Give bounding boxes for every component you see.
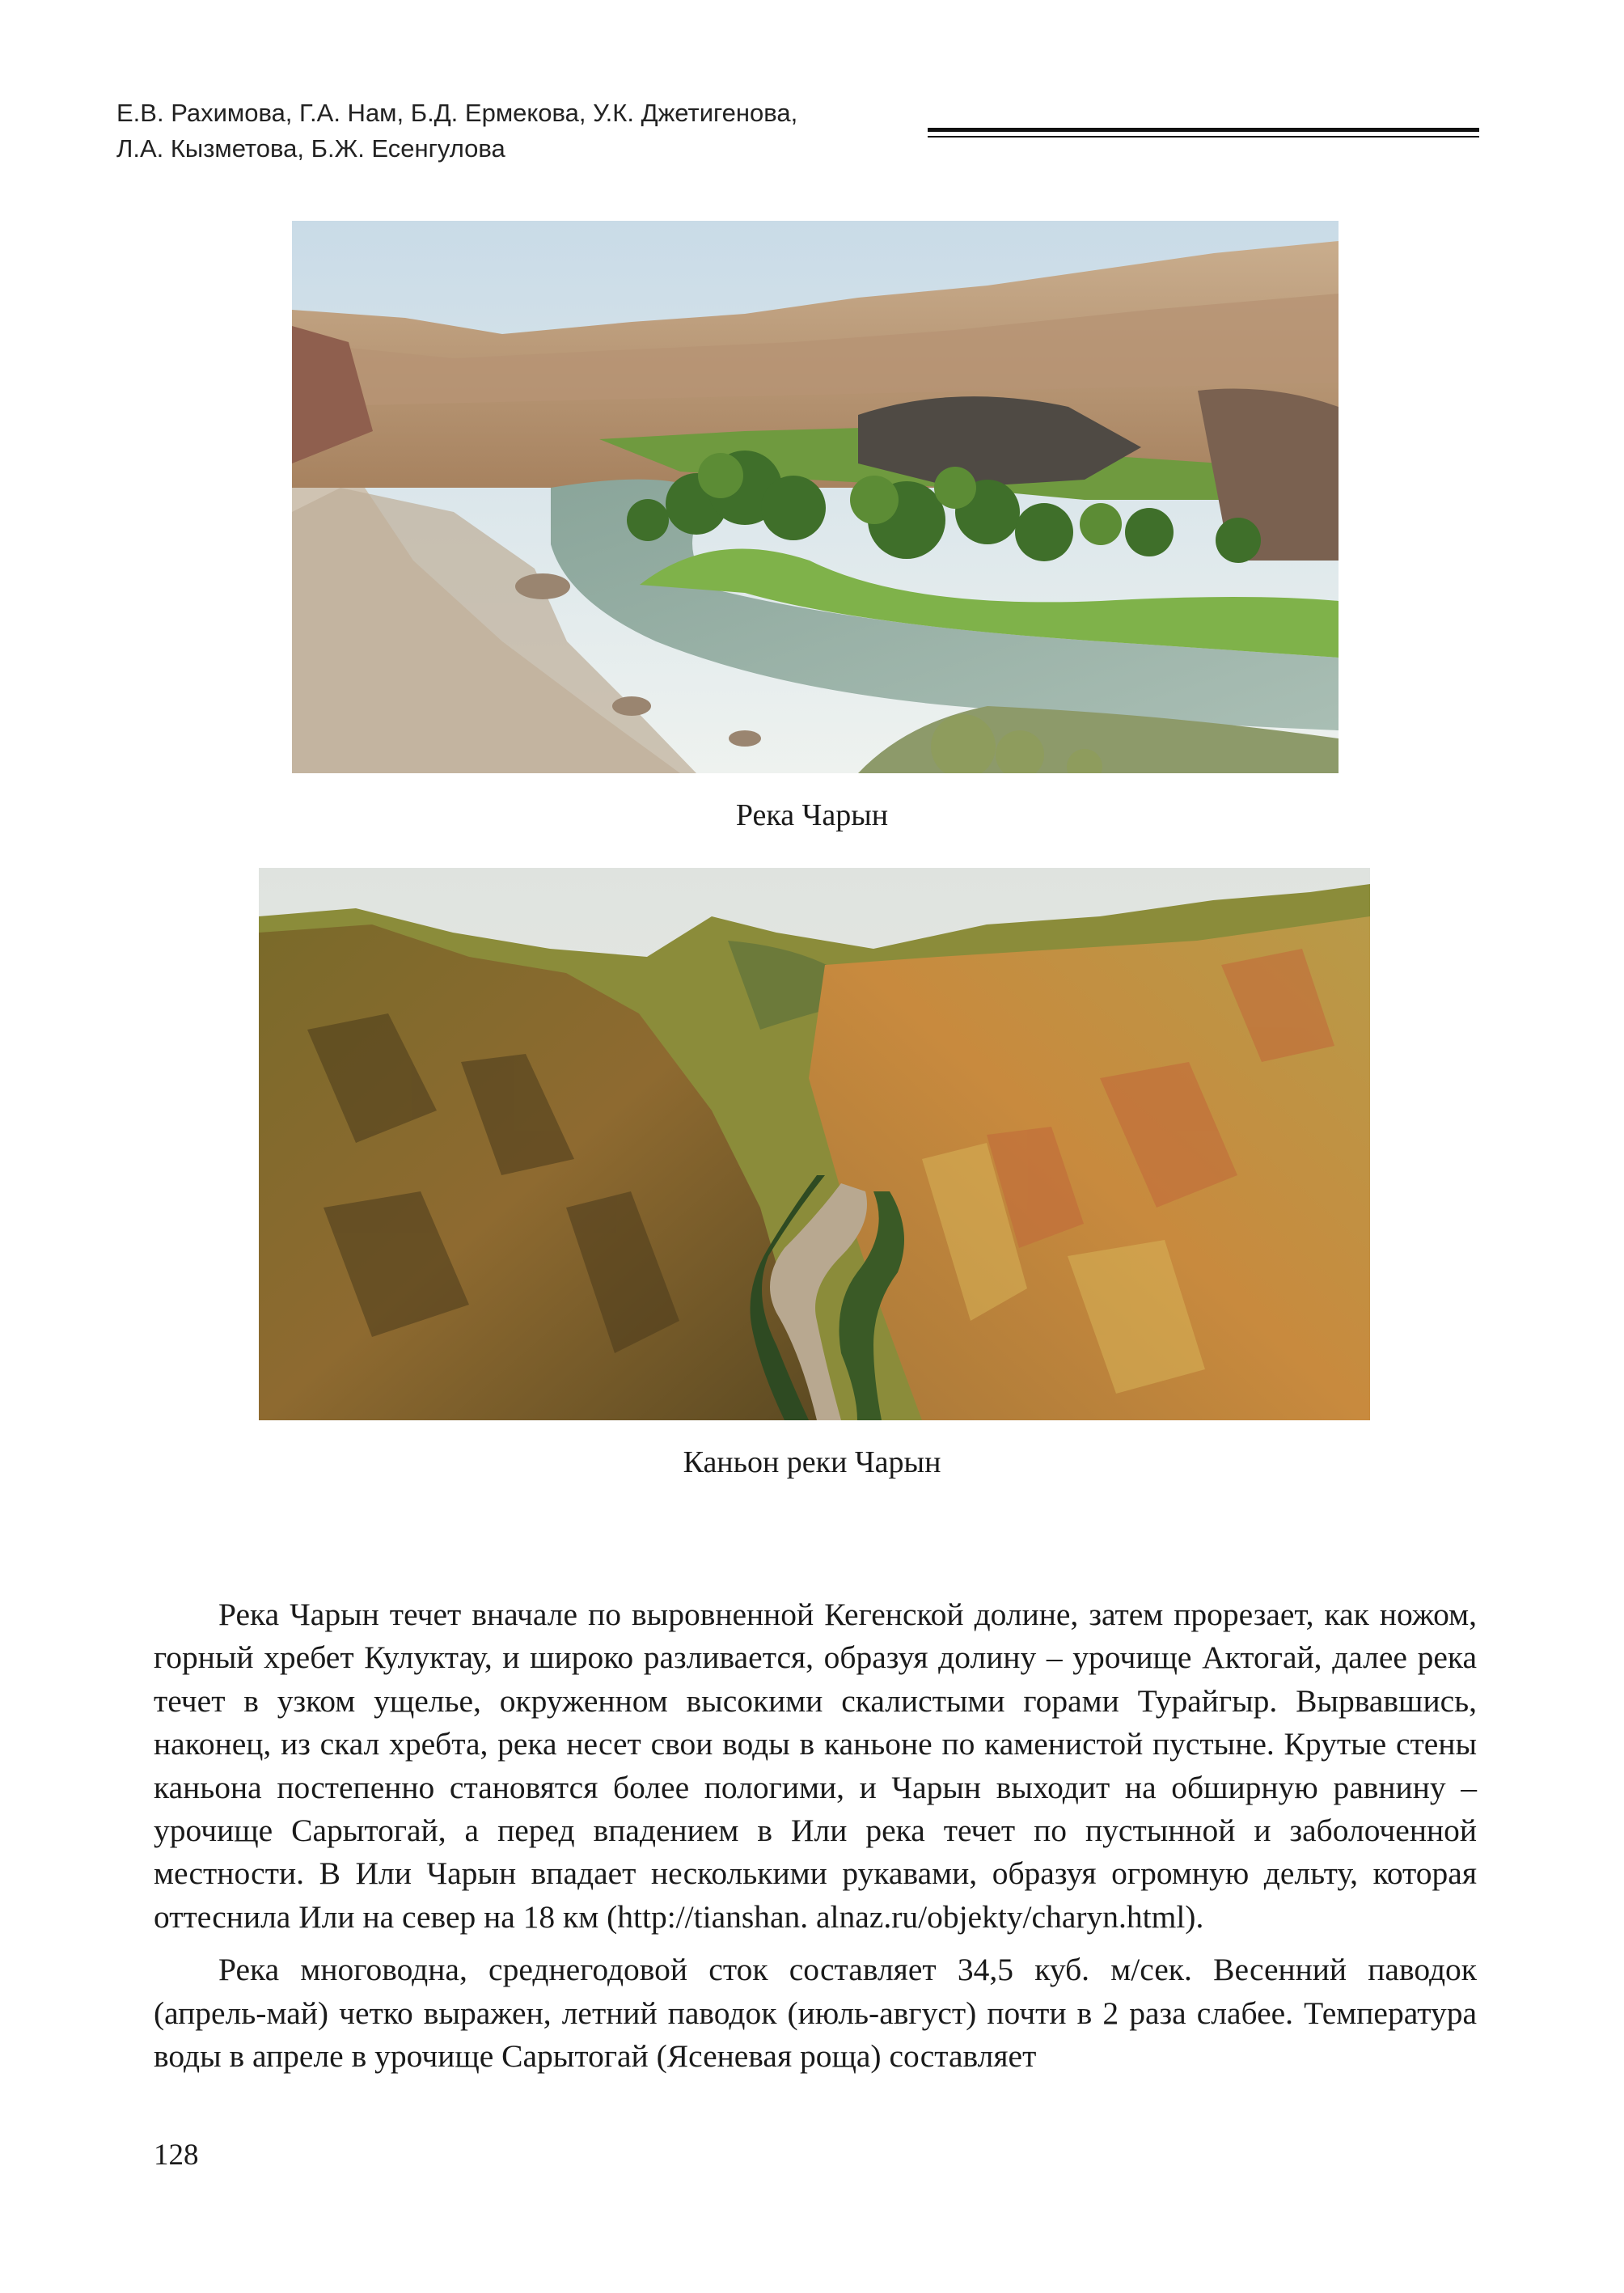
- header-rule-thin: [928, 136, 1479, 137]
- header-rule-thick: [928, 128, 1479, 132]
- authors-line-1: Е.В. Рахимова, Г.А. Нам, Б.Д. Ермекова, У.К. Джетигенова,: [116, 99, 798, 127]
- paragraph-2: Река многоводна, среднегодовой сток составляет 34,5 куб. м/сек. Весенний паводок (апрель-май) четко выражен, летний паводок (июль-август) почти в 2 раза слабее. Температура воды в апреле в урочище Сарытогай (Ясеневая роща) составляет: [154, 1952, 1477, 2075]
- figure-2-caption: Каньон реки Чарын: [683, 1445, 941, 1479]
- canyon-landscape-illustration: [259, 868, 1370, 1420]
- paragraph-1: Река Чарын течет вначале по выровненной Кегенской долине, затем прорезает, как ножом, горный хребет Кулуктау, и широко разливается, образуя долину – урочище Актогай, далее река течет в узком ущелье, окруженном высокими скалистыми горами Турайгыр. Вырвавшись, наконец, из скал хребта, река несет свои воды в каньоне по каменистой пустыне. Крутые стены каньона постепенно становятся более пологими, и Чарын выходит на обширную равнину – урочище Сарытогай, а перед впадением в Или река течет по пустынной и заболоченной местности. В Или Чарын впадает несколькими рукавами, образуя огромную дельту, которая оттеснила Или на север на 18 км (http://tianshan. alnaz.ru/objekty/charyn.html).: [154, 1597, 1477, 1935]
- running-header-authors: [116, 95, 893, 167]
- page-number: 128: [154, 2139, 199, 2172]
- authors-line-2: Л.А. Кызметова, Б.Ж. Есенгулова: [116, 134, 505, 163]
- figure-1-photo: [292, 221, 1339, 773]
- figure-1-caption: Река Чарын: [735, 798, 889, 832]
- river-landscape-illustration: [292, 221, 1339, 773]
- figure-2-photo: [259, 868, 1370, 1420]
- body-text: [154, 1593, 1477, 2078]
